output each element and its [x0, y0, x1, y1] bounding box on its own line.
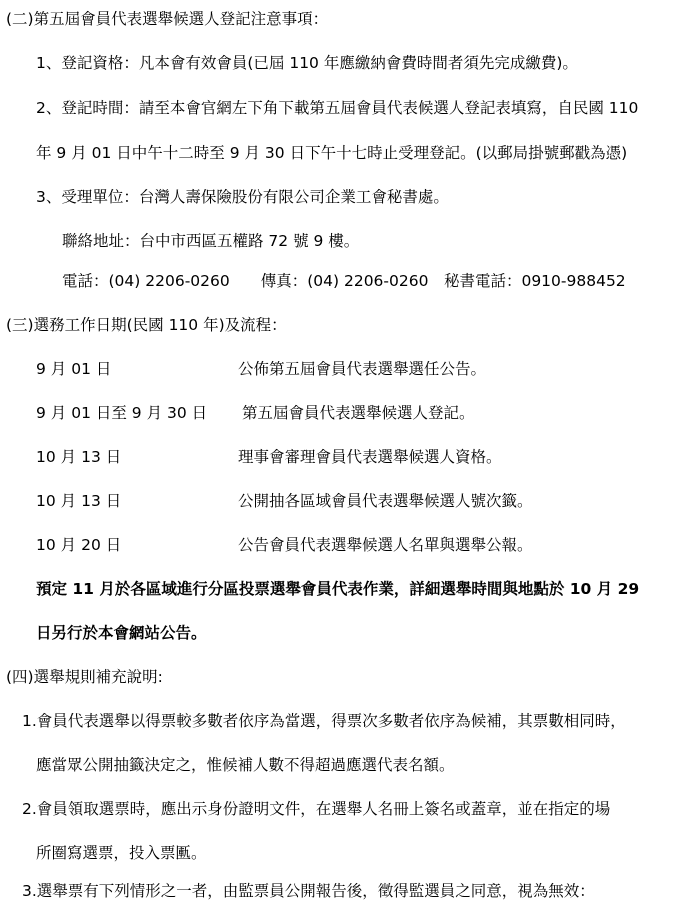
schedule-description: 理事會審理會員代表選舉候選人資格。	[238, 448, 502, 466]
schedule-description: 公佈第五屆會員代表選舉選任公告。	[238, 360, 487, 378]
contact-address: 聯絡地址：台中市西區五權路 72 號 9 樓。	[62, 232, 360, 250]
registration-time-line-1: 2、登記時間：請至本會官網左下角下載第五屆會員代表候選人登記表填寫，自民國 110	[36, 99, 639, 117]
section-4-heading: (四)選舉規則補充說明:	[6, 668, 163, 686]
schedule-description: 公開抽各區域會員代表選舉候選人號次籤。	[238, 492, 533, 510]
section-2-heading: (二)第五屆會員代表選舉候選人登記注意事項：	[6, 10, 329, 28]
rule-3-line-1: 3.選舉票有下列情形之一者，由監票員公開報告後，徵得監選員之同意，視為無效：	[22, 882, 595, 900]
election-note-line-2: 日另行於本會網站公告。	[36, 624, 207, 642]
registration-eligibility: 1、登記資格：凡本會有效會員(已屆 110 年應繳納會費時間者須先完成繳費)。	[36, 54, 578, 72]
election-note-line-1: 預定 11 月於各區域進行分區投票選舉會員代表作業，詳細選舉時間與地點於 10 月 29	[36, 580, 640, 598]
registration-time-line-2: 年 9 月 01 日中午十二時至 9 月 30 日下午十七時止受理登記。(以郵局掛號郵戳為憑)	[36, 144, 628, 162]
schedule-description: 公告會員代表選舉候選人名單與選舉公報。	[238, 536, 533, 554]
schedule-date: 9 月 01 日至 9 月 30 日	[36, 404, 208, 422]
schedule-date: 10 月 13 日	[36, 448, 122, 466]
section-3-heading: (三)選務工作日期(民國 110 年)及流程：	[6, 316, 287, 334]
rule-1-line-2: 應當眾公開抽籤決定之，惟候補人數不得超過應選代表名額。	[36, 756, 455, 774]
schedule-description: 第五屆會員代表選舉候選人登記。	[242, 404, 475, 422]
rule-2-line-1: 2.會員領取選票時，應出示身份證明文件，在選舉人名冊上簽名或蓋章，並在指定的場	[22, 800, 611, 818]
rule-1-line-1: 1.會員代表選舉以得票較多數者依序為當選，得票次多數者依序為候補，其票數相同時，	[22, 712, 626, 730]
rule-2-line-2: 所圈寫選票，投入票匭。	[36, 844, 207, 862]
contact-phones: 電話：(04) 2206-0260 傳真：(04) 2206-0260 秘書電話：0910-988452	[62, 272, 626, 290]
receiving-unit: 3、受理單位：台灣人壽保險股份有限公司企業工會秘書處。	[36, 188, 449, 206]
schedule-date: 9 月 01 日	[36, 360, 112, 378]
schedule-date: 10 月 13 日	[36, 492, 122, 510]
schedule-date: 10 月 20 日	[36, 536, 122, 554]
